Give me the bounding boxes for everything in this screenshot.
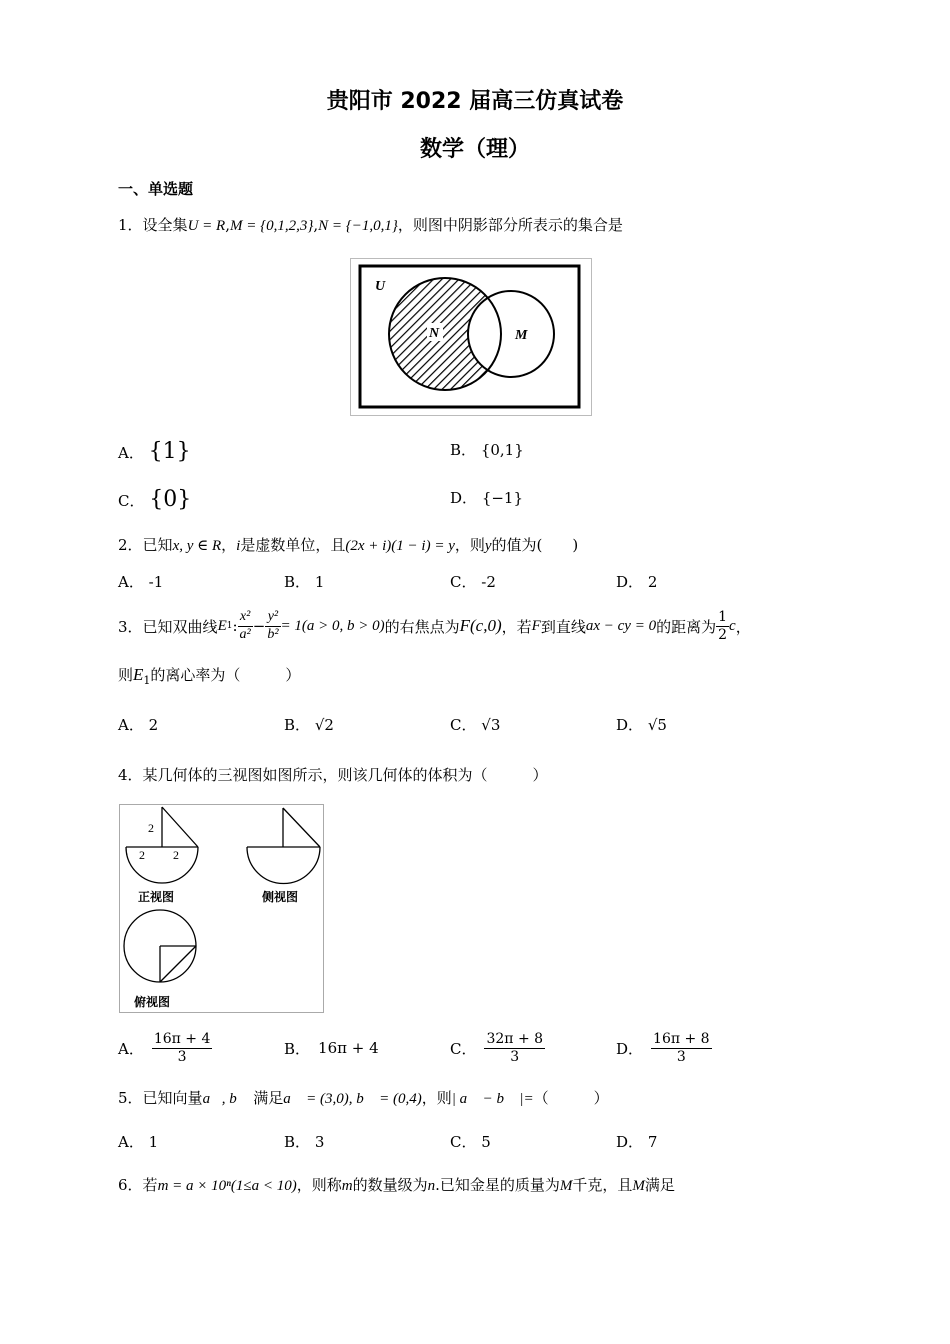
option-text: {0} [149,487,192,512]
option-text: {0,1} [480,441,524,459]
option-text: 5 [481,1133,491,1151]
three-views-figure [119,804,324,1013]
venn-diagram [351,259,591,415]
option-letter: A． [118,1133,144,1151]
math-line: ax − cy = 0 [585,617,657,634]
option-text: √2 [314,716,334,734]
question-text: 的右焦点为 [384,617,460,636]
math-mass: M [632,1178,645,1194]
question-text: ，则 [454,536,485,554]
question-3: 3． 已知双曲线 E 1 : $\frac{\text{x²}}{\text{a²}}$ − $\frac{\text{y²}}{\text{b²}}$ = 1(a > 0, b > 0) 的右焦点为 F(c,0) ，若 F 到直线 ax − cy = 0 的距离为 $\frac{1}{2}$ c ， [118,609,751,643]
question-number: 6． [118,1176,143,1194]
dim-label: 2 [148,821,154,835]
option-fraction [152,1031,213,1064]
question-text: ， [221,536,237,554]
option-text: √5 [647,716,667,734]
page-title: 贵阳市 2022 届高三仿真试卷 [326,89,624,114]
fraction-numerator: y² [265,609,280,626]
fraction-numerator: 1 [718,609,728,626]
question-6 [118,1174,675,1195]
question-3-line2 [118,664,300,687]
math-e: E [133,665,144,684]
option-letter: B． [284,716,311,734]
fraction-half [716,609,729,642]
q4-option-c[interactable] [450,1026,545,1070]
question-number: 2． [118,536,143,554]
q2-option-c[interactable] [450,571,496,592]
math-expression: x, y ∈ R [172,538,222,554]
dim-label: 2 [139,848,145,862]
option-letter: D． [616,716,644,734]
option-text: {−1} [481,489,524,507]
question-text: 已知双曲线 [142,617,218,636]
math-expression: m = a × 10ⁿ(1≤a < 10) [157,1178,297,1194]
question-number: 5． [118,1089,143,1107]
fraction-numerator: 16π + 4 [153,1031,211,1048]
question-number: 1． [118,216,143,234]
math-focus: F(c,0) [459,616,502,635]
option-letter: A． [118,1039,144,1058]
q3-option-c[interactable] [450,714,500,735]
fraction-numerator: 32π + 8 [486,1031,544,1048]
question-text: 则 [118,666,134,684]
option-fraction [484,1031,545,1064]
option-letter: B． [284,1133,311,1151]
fraction-denominator: a² [239,626,251,642]
label-n: N [429,326,440,341]
math-expression: a⃗ = (3,0), b⃗ = (0,4) [283,1091,422,1107]
q1-option-a[interactable] [118,439,191,464]
math-e: E [217,617,227,634]
option-text: 2 [647,573,658,591]
math-f: F [531,617,541,634]
option-letter: D． [616,573,644,591]
option-text: 2 [148,716,159,734]
q3-option-b[interactable] [284,714,334,735]
question-text: ，则称 [296,1176,342,1194]
question-1: 1．设全集U = R,M = {0,1,2,3},N = {−1,0,1}，则图中阴影部分所表示的集合是 [118,216,623,234]
option-letter: D． [616,1133,644,1151]
math-set-u: U = R [187,218,226,234]
fraction-x2-a2 [238,609,253,642]
q5-option-d[interactable] [616,1131,657,1152]
question-text: 的离心率为（ ） [150,666,301,684]
question-text: 若 [142,1176,158,1194]
q4-option-d[interactable] [616,1026,712,1070]
option-letter: C． [450,1039,477,1058]
front-view-label: 正视图 [138,890,175,904]
question-text: .已知金星的质量为 [435,1176,560,1194]
question-2 [118,534,578,555]
question-4 [118,764,548,785]
q5-option-c[interactable] [450,1131,491,1152]
option-text: √3 [481,716,501,734]
question-text: 的数量级为 [352,1176,428,1194]
fraction-denominator: 2 [718,626,728,643]
question-text: 到直线 [540,617,586,636]
option-letter: D． [450,489,478,507]
math-set-n: N = {−1,0,1} [318,218,398,234]
math-vectors: a⃗, b⃗ [202,1091,249,1107]
question-text: 是虚数单位，且 [240,536,346,554]
option-text: {1} [148,439,191,464]
math-y: y [484,538,492,554]
question-text: （ ） [533,1089,609,1107]
dim-label: 2 [173,848,179,862]
option-letter: C． [450,573,477,591]
q2-option-d[interactable] [616,571,657,592]
question-text: ，则图中阴影部分所表示的集合是 [397,216,623,234]
question-text: ， [735,617,751,636]
math-c: c [729,617,736,634]
label-m: M [515,328,528,343]
option-text: -1 [148,573,164,591]
fraction-numerator: x² [238,609,253,626]
fraction-denominator: 3 [510,1048,520,1065]
question-text: 满足 [253,1089,284,1107]
venn-diagram-figure [350,258,592,416]
math-subscript: 1 [226,621,233,631]
q3-option-a[interactable] [118,714,158,735]
top-view [124,910,196,982]
top-view-label: 俯视图 [134,995,171,1009]
question-number: 3． [118,617,143,636]
option-text: 7 [647,1133,658,1151]
q3-option-d[interactable] [616,714,667,735]
option-letter: C． [450,716,477,734]
question-text: 的值为( ) [491,536,579,554]
q2-option-b[interactable] [284,571,324,592]
option-text: 1 [148,1133,159,1151]
fraction-numerator: 16π + 8 [653,1031,710,1048]
three-views-diagram [120,805,323,1012]
option-text: -2 [481,573,496,591]
math-expression: = 1(a > 0, b > 0) [280,617,385,634]
option-letter: B． [450,441,477,459]
question-text: ，则 [421,1089,452,1107]
question-text: ，若 [501,617,532,636]
option-letter: D． [616,1039,644,1058]
fraction-y2-b2 [265,609,280,642]
option-letter: A． [118,573,144,591]
question-number: 4． [118,766,143,784]
math-subscript: 1 [143,674,151,687]
option-letter: B． [284,1039,311,1058]
fraction-denominator: 3 [177,1048,187,1065]
math-mass: M [559,1178,573,1194]
math-set-m: M = {0,1,2,3} [229,218,314,234]
question-text: 满足 [644,1176,675,1194]
question-text: 千克，且 [572,1176,633,1194]
label-u: U [375,279,386,294]
front-view [126,807,198,883]
q2-option-a[interactable] [118,571,163,592]
math-i: i [236,538,241,554]
option-fraction [651,1031,712,1064]
q1-option-b[interactable] [450,439,524,460]
q5-option-b[interactable] [284,1131,324,1152]
q5-option-a[interactable] [118,1131,158,1152]
math-m: m [341,1178,353,1194]
option-letter: A． [118,444,144,462]
side-view-label: 侧视图 [262,890,299,904]
option-text: 3 [314,1133,325,1151]
section-heading: 一、单选题 [118,180,194,198]
math-n: n [427,1178,436,1194]
option-letter: B． [284,573,311,591]
fraction-denominator: 3 [676,1048,686,1065]
option-text: 1 [314,573,325,591]
option-letter: C． [118,492,145,510]
page-subtitle: 数学（理） [419,137,530,162]
q1-option-d[interactable] [450,487,523,508]
option-text: 16π + 4 [318,1039,379,1057]
q4-option-b[interactable] [284,1026,379,1070]
question-text: 某几何体的三视图如图所示，则该几何体的体积为（ ） [142,766,548,784]
question-text: 已知向量 [142,1089,203,1107]
q1-option-c[interactable] [118,487,191,512]
fraction-denominator: b² [267,626,279,642]
math-expression: (2x + i)(1 − i) = y [345,538,455,554]
option-letter: C． [450,1133,477,1151]
question-text: 已知 [142,536,173,554]
question-text: 设全集 [142,216,188,234]
side-view [247,808,320,884]
option-letter: A． [118,716,144,734]
question-text: 的距离为 [656,617,717,636]
question-5 [118,1087,609,1108]
q4-option-a[interactable] [118,1026,212,1070]
math-expression: | a⃗ − b⃗ |= [451,1091,534,1107]
